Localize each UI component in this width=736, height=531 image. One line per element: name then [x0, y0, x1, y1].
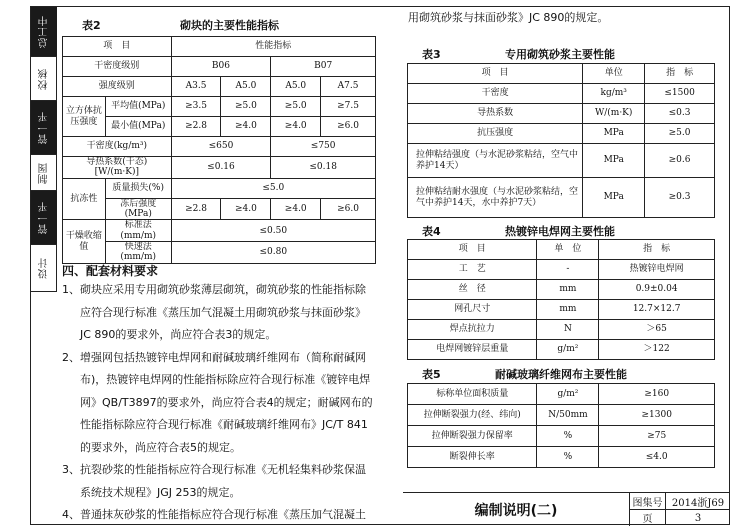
t2-b07: B07 — [271, 57, 376, 77]
t2-dry-density: 干密度(kg/m³) — [63, 137, 172, 157]
table5 — [407, 383, 715, 468]
body-line: 性能指标除应符合现行标准《耐碱玻璃纤维网布》JC/T 841 — [80, 418, 368, 431]
table4-caption: 表4 — [422, 225, 441, 238]
t5-cell: ≤4.0 — [599, 447, 715, 468]
t2-cell: A5.0 — [221, 77, 271, 97]
body-line: 2、增强网包括热镀锌电焊网和耐碱玻璃纤维网布（简称耐碱网 — [62, 350, 366, 364]
title-block-stripe — [31, 7, 57, 292]
t4-cell: mm — [537, 300, 599, 320]
t3-cell: 导热系数 — [408, 104, 583, 124]
table5-caption: 表5 — [422, 368, 441, 381]
body-line: 4、普通抹灰砂浆的性能指标应符合现行标准《蒸压加气混凝土 — [62, 508, 366, 521]
t3-cell: MPa — [583, 144, 645, 178]
t4-cell: - — [537, 260, 599, 280]
t2-cell: ≥7.5 — [321, 97, 376, 117]
t2-strength-grade: 强度级别 — [63, 77, 172, 97]
t4-cell: ＞122 — [599, 340, 715, 360]
table4 — [407, 239, 715, 360]
body-line: 的要求外，尚应符合表5的规定。 — [80, 440, 241, 454]
t4-cell: N — [537, 320, 599, 340]
stripe-label: 管一平 — [38, 111, 50, 144]
t3-cell: MPa — [583, 124, 645, 144]
atlas-label: 图集号 — [630, 493, 666, 509]
t4-cell: 工 艺 — [408, 260, 537, 280]
t4-header: 单 位 — [537, 240, 599, 260]
t2-cell: ≤0.18 — [271, 157, 376, 179]
t4-header: 项 目 — [408, 240, 537, 260]
body-line: 1、砌块应采用专用砌筑砂浆薄层砌筑，砌筑砂浆的性能指标除 — [62, 283, 366, 296]
title-block — [403, 492, 730, 526]
t5-cell: ≥75 — [599, 426, 715, 447]
t3-cell: ≥5.0 — [645, 124, 715, 144]
t2-cell: ≥6.0 — [321, 117, 376, 137]
stripe-cell — [31, 7, 57, 57]
body-line: 3、抗裂砂浆的性能指标应符合现行标准《无机轻集料砂浆保温 — [62, 463, 366, 476]
t2-cell: ≥4.0 — [221, 117, 271, 137]
body-line: 系统技术规程》JGJ 253的规定。 — [80, 485, 241, 499]
t3-cell: kg/m³ — [583, 84, 645, 104]
right-intro: 用砌筑砂浆与抹面砂浆》JC 890的规定。 — [408, 11, 609, 24]
t2-cell: ≤0.50 — [171, 220, 375, 242]
table3-caption: 表3 — [422, 48, 441, 61]
t2-cell: ≤750 — [271, 137, 376, 157]
page-number: 3 — [666, 509, 730, 526]
table2 — [62, 36, 376, 264]
table2-caption: 表2 — [82, 19, 101, 32]
t2-head-perf: 性能指标 — [171, 37, 375, 57]
t5-cell: N/50mm — [537, 405, 599, 426]
t4-cell: ＞65 — [599, 320, 715, 340]
t2-head-item: 项 目 — [63, 37, 172, 57]
t2-b06: B06 — [171, 57, 271, 77]
atlas-number: 2014浙J69 — [671, 497, 725, 509]
stripe-label: 管一平 — [38, 201, 50, 234]
t4-cell: 电焊网镀锌层重量 — [408, 340, 537, 360]
t2-std-method: 标准法(mm/m) — [105, 220, 171, 242]
t4-cell: 网孔尺寸 — [408, 300, 537, 320]
t4-cell: 0.9±0.04 — [599, 280, 715, 300]
table3-title: 专用砌筑砂浆主要性能 — [505, 48, 615, 61]
stripe-label: 制图 — [38, 161, 50, 184]
t3-header: 项 目 — [408, 64, 583, 84]
t2-frost-label: 抗冻性 — [63, 178, 106, 220]
stripe-cell — [31, 191, 57, 245]
body-line: 布)，热镀锌电焊网的性能指标除应符合现行标准《镀锌电焊 — [80, 373, 371, 386]
t3-cell: 抗压强度 — [408, 124, 583, 144]
page-label: 页 — [630, 509, 666, 525]
t4-cell: 焊点抗拉力 — [408, 320, 537, 340]
t5-cell: 断裂伸长率 — [408, 447, 537, 468]
stripe-cell — [31, 57, 57, 101]
t5-cell: % — [537, 447, 599, 468]
t5-cell: % — [537, 426, 599, 447]
t3-header: 指 标 — [645, 64, 715, 84]
t3-header: 单位 — [583, 64, 645, 84]
t2-cell: ≤650 — [171, 137, 271, 157]
t2-cell: ≥4.0 — [271, 117, 321, 137]
t3-cell: MPa — [583, 178, 645, 218]
t5-cell: 拉伸断裂强力(经、纬向) — [408, 405, 537, 426]
stripe-cell — [31, 155, 57, 191]
t2-frost-strength: 冻后强度(MPa) — [105, 198, 171, 220]
stripe-cell — [31, 101, 57, 155]
stripe-label: 校核 — [38, 67, 50, 90]
t2-shrink-label: 干燥收缩值 — [63, 220, 106, 263]
table5-title: 耐碱玻璃纤维网布主要性能 — [495, 368, 627, 381]
t2-min-label: 最小值(MPa) — [105, 117, 171, 137]
t3-cell: ≥0.6 — [645, 144, 715, 178]
t2-cell: ≥6.0 — [321, 198, 376, 220]
t2-cell: ≤0.80 — [171, 242, 375, 264]
t4-header: 指 标 — [599, 240, 715, 260]
t2-thermal: 导热系数(干态)[W/(m·K)] — [63, 157, 172, 179]
t2-cell: ≤5.0 — [171, 178, 375, 198]
table3 — [407, 63, 715, 218]
section4-heading: 四、配套材料要求 — [62, 264, 159, 278]
t5-cell: 标称单位面积质量 — [408, 384, 537, 405]
t4-cell: mm — [537, 280, 599, 300]
t2-cell: ≥5.0 — [271, 97, 321, 117]
t2-cell: ≥3.5 — [171, 97, 221, 117]
t5-cell: ≥160 — [599, 384, 715, 405]
t2-cell: ≥4.0 — [221, 198, 271, 220]
t4-cell: g/m² — [537, 340, 599, 360]
t2-fast-method: 快速法(mm/m) — [105, 242, 171, 264]
body-line: JC 890的要求外，尚应符合表3的规定。 — [80, 328, 277, 341]
t3-cell: 拉伸粘结强度（与水泥砂浆粘结，空气中养护14天） — [408, 144, 583, 178]
t5-cell: 拉伸断裂强力保留率 — [408, 426, 537, 447]
body-line: 网》QB/T3897的要求外，尚应符合表4的规定；耐碱网布的 — [80, 395, 373, 409]
t3-cell: 干密度 — [408, 84, 583, 104]
sheet-title: 编制说明(二) — [403, 493, 630, 526]
body-line: 应符合现行标准《蒸压加气混凝土用砌筑砂浆与抹面砂浆》 — [80, 305, 366, 319]
t2-cell: ≥2.8 — [171, 198, 221, 220]
t2-mass-loss: 质量损失(%) — [105, 178, 171, 198]
t3-cell: ≤0.3 — [645, 104, 715, 124]
stripe-cell — [31, 245, 57, 292]
t3-cell: W/(m·K) — [583, 104, 645, 124]
table2-title: 砌块的主要性能指标 — [180, 19, 279, 32]
t2-cell: ≥5.0 — [221, 97, 271, 117]
t2-cell: A5.0 — [271, 77, 321, 97]
t5-cell: g/m² — [537, 384, 599, 405]
t4-cell: 丝 径 — [408, 280, 537, 300]
section4-body — [62, 279, 397, 527]
table4-title: 热镀锌电焊网主要性能 — [505, 225, 615, 238]
t2-cell: A3.5 — [171, 77, 221, 97]
t5-cell: ≥1300 — [599, 405, 715, 426]
t2-cell: A7.5 — [321, 77, 376, 97]
t2-density-grade: 干密度级别 — [63, 57, 172, 77]
stripe-label: 设计 — [38, 257, 50, 279]
t4-cell: 热镀锌电焊网 — [599, 260, 715, 280]
t2-cell: ≥2.8 — [171, 117, 221, 137]
t3-cell: ≤1500 — [645, 84, 715, 104]
stripe-label: 总工中 — [38, 15, 50, 48]
t2-cell: ≤0.16 — [171, 157, 271, 179]
t2-cube-label: 立方体抗压强度 — [63, 97, 106, 137]
t4-cell: 12.7×12.7 — [599, 300, 715, 320]
t3-cell: ≥0.3 — [645, 178, 715, 218]
t3-cell: 拉伸粘结耐水强度（与水泥砂浆粘结，空气中养护14天，水中养护7天） — [408, 178, 583, 218]
t2-cell: ≥4.0 — [271, 198, 321, 220]
t2-avg-label: 平均值(MPa) — [105, 97, 171, 117]
